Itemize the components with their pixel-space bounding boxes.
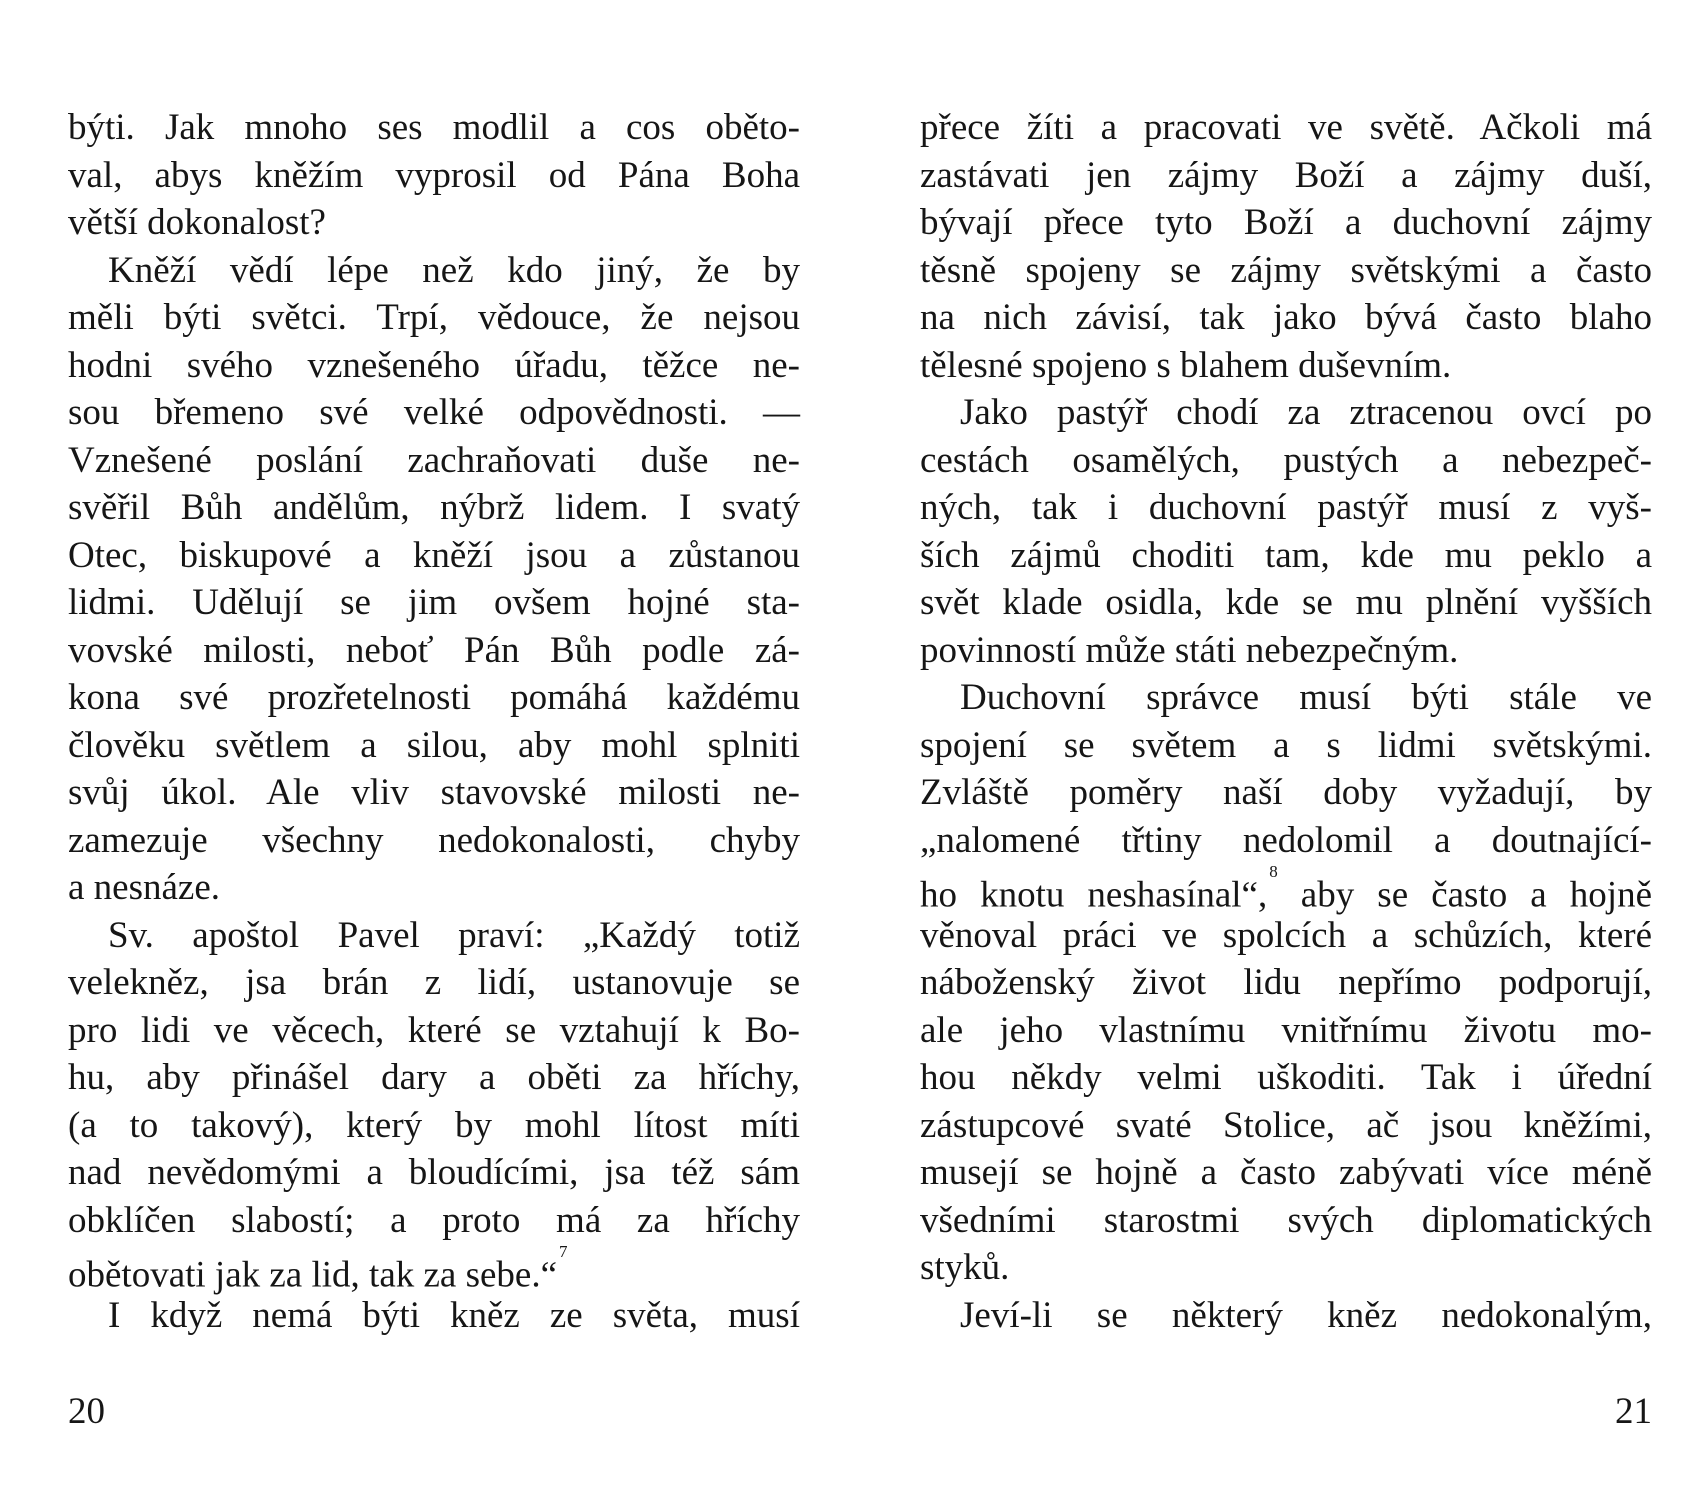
text-line: Otec, biskupové a kněží jsou a zůstanou <box>68 534 800 576</box>
text-line: přece žíti a pracovati ve světě. Ačkoli má <box>920 107 1652 148</box>
text-line: hodni svého vznešeného úřadu, těžce ne- <box>68 344 800 386</box>
text-line-content: obětovati jak za lid, tak za sebe.“ <box>68 1254 558 1296</box>
footnote-marker: 8 <box>1269 862 1278 881</box>
text-line: býti. Jak mnoho ses modlil a cos oběto- <box>68 107 800 148</box>
text-line: Jako pastýř chodí za ztracenou ovcí po <box>960 392 1652 433</box>
text-line: ných, tak i duchovní pastýř musí z vyš- <box>920 487 1652 528</box>
text-line <box>68 1242 800 1296</box>
text-line: svůj úkol. Ale vliv stavovské milosti ne- <box>68 772 800 813</box>
footnote-marker: 7 <box>559 1242 568 1261</box>
text-line: musejí se hojně a často zabývati více méně <box>920 1152 1652 1193</box>
text-line: a nesnáze. <box>68 867 221 908</box>
text-line: všedními starostmi svých diplomatických <box>920 1199 1652 1241</box>
text-line: povinností může státi nebezpečným. <box>920 629 1459 671</box>
text-line: měli býti světci. Trpí, vědouce, že nejsou <box>68 297 800 338</box>
right-page <box>920 104 1652 1434</box>
text-line: ale jeho vlastnímu vnitřnímu životu mo- <box>920 1009 1652 1051</box>
text-line: Duchovní správce musí býti stále ve <box>960 677 1652 718</box>
text-line: Kněží vědí lépe než kdo jiný, že by <box>108 249 800 291</box>
text-line: hou někdy velmi uškoditi. Tak i úřední <box>920 1057 1652 1098</box>
text-line: nad nevědomými a bloudícími, jsa též sám <box>68 1152 800 1193</box>
text-line: I když nemá býti kněz ze světa, musí <box>108 1294 800 1336</box>
text-line: „nalomené třtiny nedolomil a doutnající- <box>920 819 1652 861</box>
text-line: svěřil Bůh andělům, nýbrž lidem. I svatý <box>68 487 800 528</box>
text-line: velekněz, jsa brán z lidí, ustanovuje se <box>68 962 800 1003</box>
text-line: sou břemeno své velké odpovědnosti. — <box>68 392 800 433</box>
text-line: na nich závisí, tak jako bývá často blaho <box>920 297 1652 338</box>
text-line: val, abys kněžím vyprosil od Pána Boha <box>68 154 800 196</box>
text-line: věnoval práci ve spolcích a schůzích, které <box>920 914 1652 956</box>
text-line: náboženský život lidu nepřímo podporují, <box>920 962 1652 1003</box>
text-line: hu, aby přinášel dary a oběti za hříchy, <box>68 1057 800 1098</box>
text-line: zástupcové svaté Stolice, ač jsou kněžími, <box>920 1104 1652 1146</box>
text-line: obklíčen slabostí; a proto má za hříchy <box>68 1199 800 1241</box>
text-line: Vznešené poslání zachraňovati duše ne- <box>68 439 800 481</box>
page-number: 21 <box>1615 1391 1652 1432</box>
text-line: vovské milosti, neboť Pán Bůh podle zá- <box>68 629 800 671</box>
text-line-content: ho knotu neshasínal“, <box>920 874 1268 916</box>
text-line: kona své prozřetelnosti pomáhá každému <box>68 677 800 718</box>
text-line: cestách osamělých, pustých a nebezpeč- <box>920 439 1652 481</box>
text-line: těsně spojeny se zájmy světskými a často <box>920 249 1652 291</box>
text-line: Jeví-li se některý kněz nedokonalým, <box>960 1294 1652 1336</box>
text-line-continuation: aby se často a hojně <box>1277 874 1652 916</box>
text-line: bývají přece tyto Boží a duchovní zájmy <box>920 202 1652 243</box>
text-line: ších zájmů choditi tam, kde mu peklo a <box>920 534 1652 576</box>
text-line: větší dokonalost? <box>68 202 326 243</box>
text-line: zamezuje všechny nedokonalosti, chyby <box>68 819 800 861</box>
page-number: 20 <box>68 1391 105 1432</box>
text-line: člověku světlem a silou, aby mohl splniti <box>68 724 800 766</box>
text-line: zastávati jen zájmy Boží a zájmy duší, <box>920 154 1652 196</box>
text-line <box>920 862 1652 916</box>
text-line: spojení se světem a s lidmi světskými. <box>920 724 1652 766</box>
text-line: pro lidi ve věcech, které se vztahují k Bo- <box>68 1009 800 1051</box>
left-page <box>68 104 800 1434</box>
text-line: Zvláště poměry naší doby vyžadují, by <box>920 772 1652 813</box>
text-line: svět klade osidla, kde se mu plnění vyšších <box>920 582 1652 623</box>
text-line: tělesné spojeno s blahem duševním. <box>920 344 1452 386</box>
text-line: (a to takový), který by mohl lítost míti <box>68 1104 800 1146</box>
text-line: lidmi. Udělují se jim ovšem hojné sta- <box>68 582 800 623</box>
text-line: styků. <box>920 1247 1010 1288</box>
text-line: Sv. apoštol Pavel praví: „Každý totiž <box>108 914 800 956</box>
